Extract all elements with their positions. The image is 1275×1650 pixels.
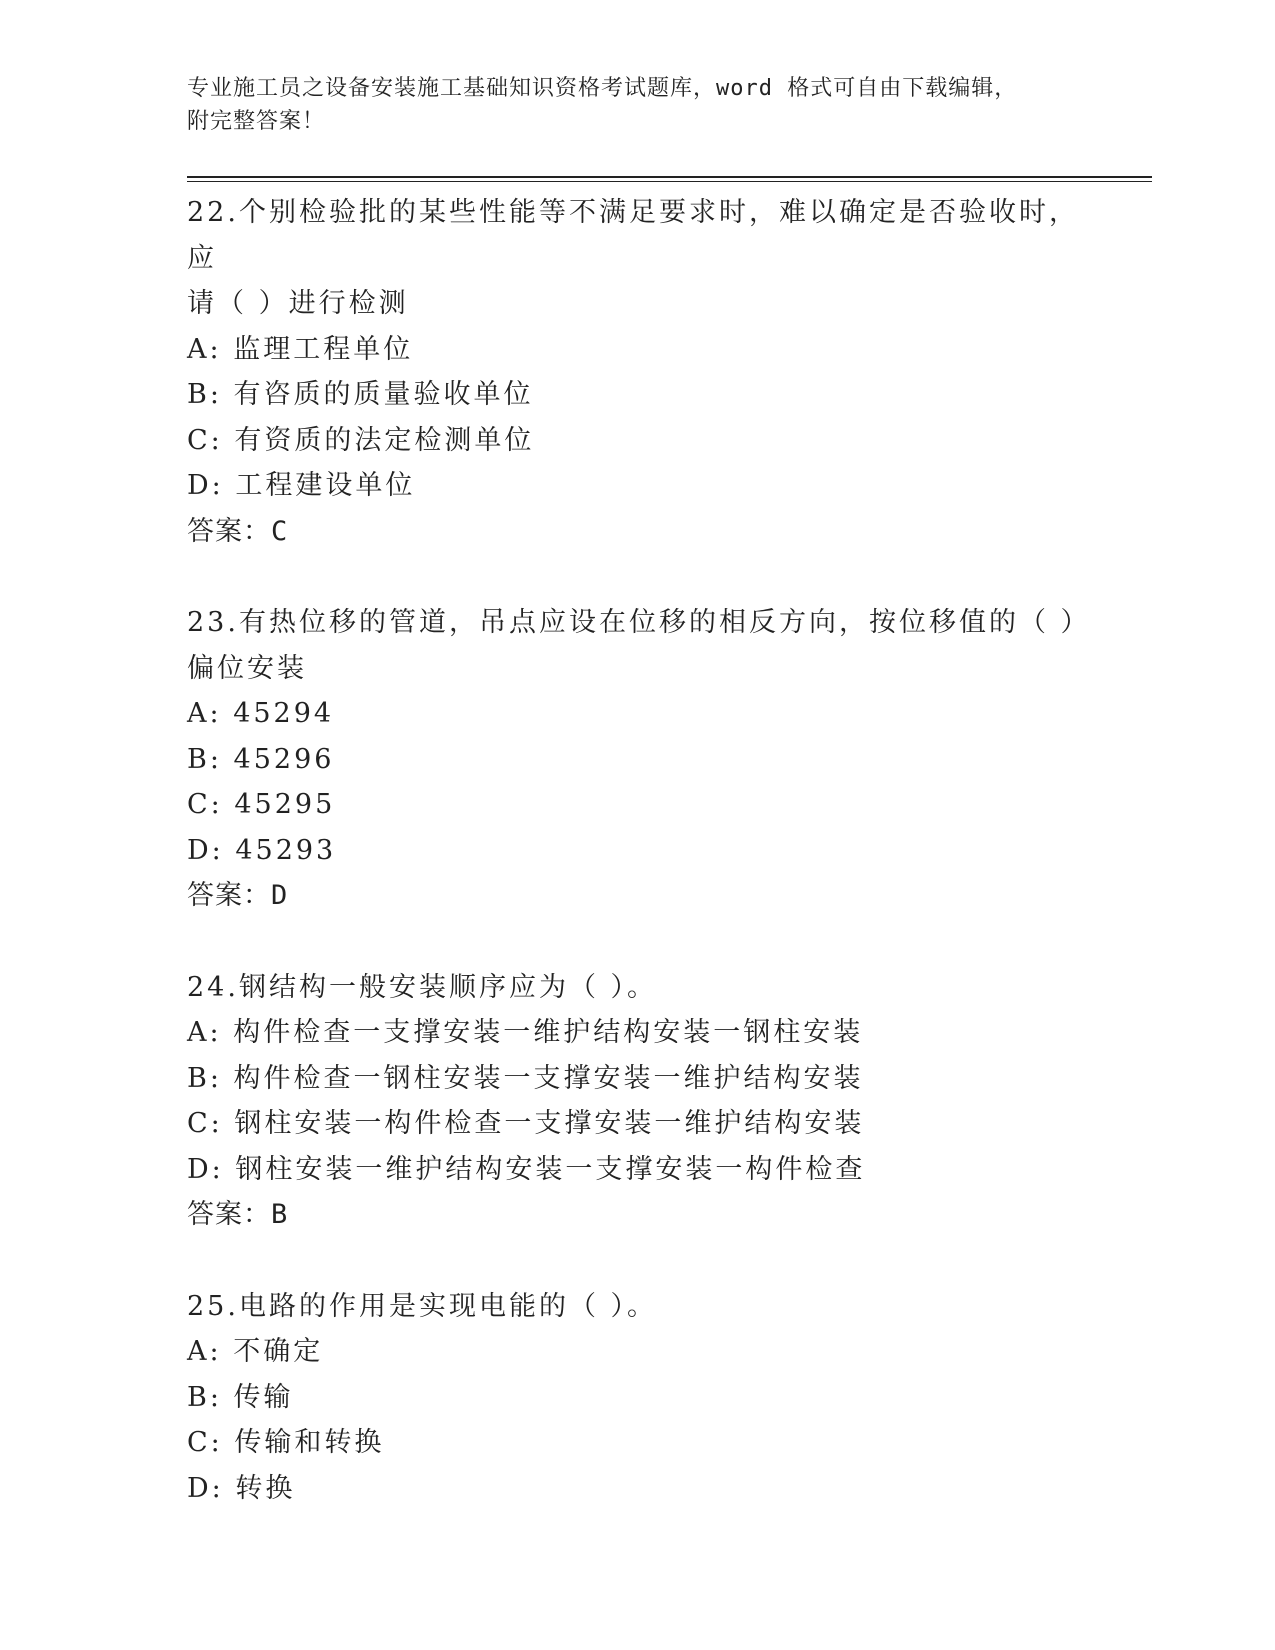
option-row (187, 1375, 1087, 1421)
option-row (187, 418, 1087, 464)
option-text: 45293 (235, 834, 337, 866)
option-text: 监理工程单位 (233, 333, 414, 365)
option-row (187, 782, 1087, 828)
option-row (187, 1466, 1087, 1512)
question-block (187, 965, 1087, 1238)
header-line-2: 附完整答案！ (187, 109, 326, 134)
option-text: 构件检查一钢柱安装一支撑安装一维护结构安装 (233, 1062, 864, 1094)
answer-line (187, 509, 1087, 555)
option-spacer (223, 1427, 235, 1458)
option-spacer (222, 1382, 234, 1413)
option-label: A: (187, 1336, 222, 1367)
question-stem-line: 22.个别检验批的某些性能等不满足要求时，难以确定是否验收时，应 (187, 197, 1079, 274)
option-row (187, 1329, 1087, 1375)
option-row (187, 327, 1087, 373)
option-text: 45296 (233, 743, 335, 775)
option-text: 转换 (235, 1472, 296, 1504)
option-label: D: (187, 1153, 224, 1185)
option-label: C: (187, 1108, 223, 1139)
option-row (187, 1420, 1087, 1466)
option-text: 构件检查一支撑安装一维护结构安装一钢柱安装 (233, 1017, 864, 1048)
option-spacer (222, 334, 234, 365)
answer-line (187, 1192, 1087, 1238)
question-stem-line: 25.电路的作用是实现电能的（ ）。 (187, 1290, 658, 1322)
option-text: 有资质的法定检测单位 (234, 424, 535, 456)
option-row (187, 1010, 1087, 1056)
option-spacer (223, 1108, 235, 1139)
option-spacer (224, 835, 236, 866)
answer-label: 答案： (187, 515, 271, 547)
question-list (187, 190, 1091, 1557)
option-text: 钢柱安装一维护结构安装一支撑安装一构件检查 (235, 1153, 866, 1185)
answer-line (187, 873, 1087, 919)
option-row (187, 463, 1087, 509)
option-label: D: (187, 1472, 224, 1504)
option-spacer (222, 1017, 234, 1048)
question-block (187, 1284, 1087, 1512)
answer-value: B (271, 1199, 289, 1230)
option-spacer (222, 1336, 234, 1367)
answer-label: 答案： (187, 880, 271, 911)
option-spacer (222, 744, 234, 775)
option-spacer (222, 698, 234, 729)
option-spacer (223, 789, 235, 820)
option-spacer (224, 470, 236, 501)
option-label: C: (187, 789, 223, 820)
option-row (187, 1056, 1087, 1102)
option-label: B: (187, 379, 222, 410)
option-spacer (224, 1473, 236, 1504)
header-rule-thick (187, 176, 1152, 178)
question-stem-line: 请（ ）进行检测 (187, 288, 409, 319)
option-label: C: (187, 1427, 223, 1458)
option-text: 45295 (234, 789, 336, 820)
question-stem-line: 23.有热位移的管道，吊点应设在位移的相反方向，按位移值的（ ） (187, 607, 1091, 638)
answer-label: 答案： (187, 1199, 271, 1230)
answer-value: C (271, 515, 289, 547)
option-text: 工程建设单位 (235, 470, 416, 501)
option-label: D: (187, 834, 224, 866)
option-spacer (222, 379, 234, 410)
option-text: 传输和转换 (234, 1427, 385, 1458)
header-line-1: 专业施工员之设备安装施工基础知识资格考试题库，word 格式可自由下载编辑， (187, 76, 1018, 101)
question-stem-line: 偏位安装 (187, 652, 307, 684)
option-row (187, 1147, 1087, 1193)
option-label: C: (187, 424, 223, 456)
option-row (187, 691, 1087, 737)
option-spacer (223, 425, 235, 456)
document-header (187, 72, 1087, 138)
question-stem-line: 24.钢结构一般安装顺序应为（ ）。 (187, 971, 658, 1003)
question-block (187, 600, 1091, 919)
option-spacer (224, 1154, 236, 1185)
option-row (187, 372, 1087, 418)
option-text: 45294 (233, 698, 335, 729)
answer-value: D (271, 880, 289, 911)
option-text: 有咨质的质量验收单位 (233, 379, 534, 410)
option-label: A: (187, 1017, 222, 1048)
option-text: 传输 (233, 1381, 294, 1413)
option-text: 钢柱安装一构件检查一支撑安装一维护结构安装 (234, 1108, 865, 1139)
option-label: B: (187, 1381, 222, 1413)
option-label: A: (187, 333, 222, 365)
option-text: 不确定 (233, 1336, 324, 1367)
option-label: B: (187, 743, 222, 775)
option-label: D: (187, 470, 224, 501)
header-rule-thin (187, 181, 1152, 182)
option-row (187, 1101, 1087, 1147)
option-row (187, 828, 1087, 874)
option-label: B: (187, 1062, 222, 1094)
option-label: A: (187, 698, 222, 729)
option-row (187, 737, 1087, 783)
option-spacer (222, 1063, 234, 1094)
question-block (187, 190, 1087, 554)
